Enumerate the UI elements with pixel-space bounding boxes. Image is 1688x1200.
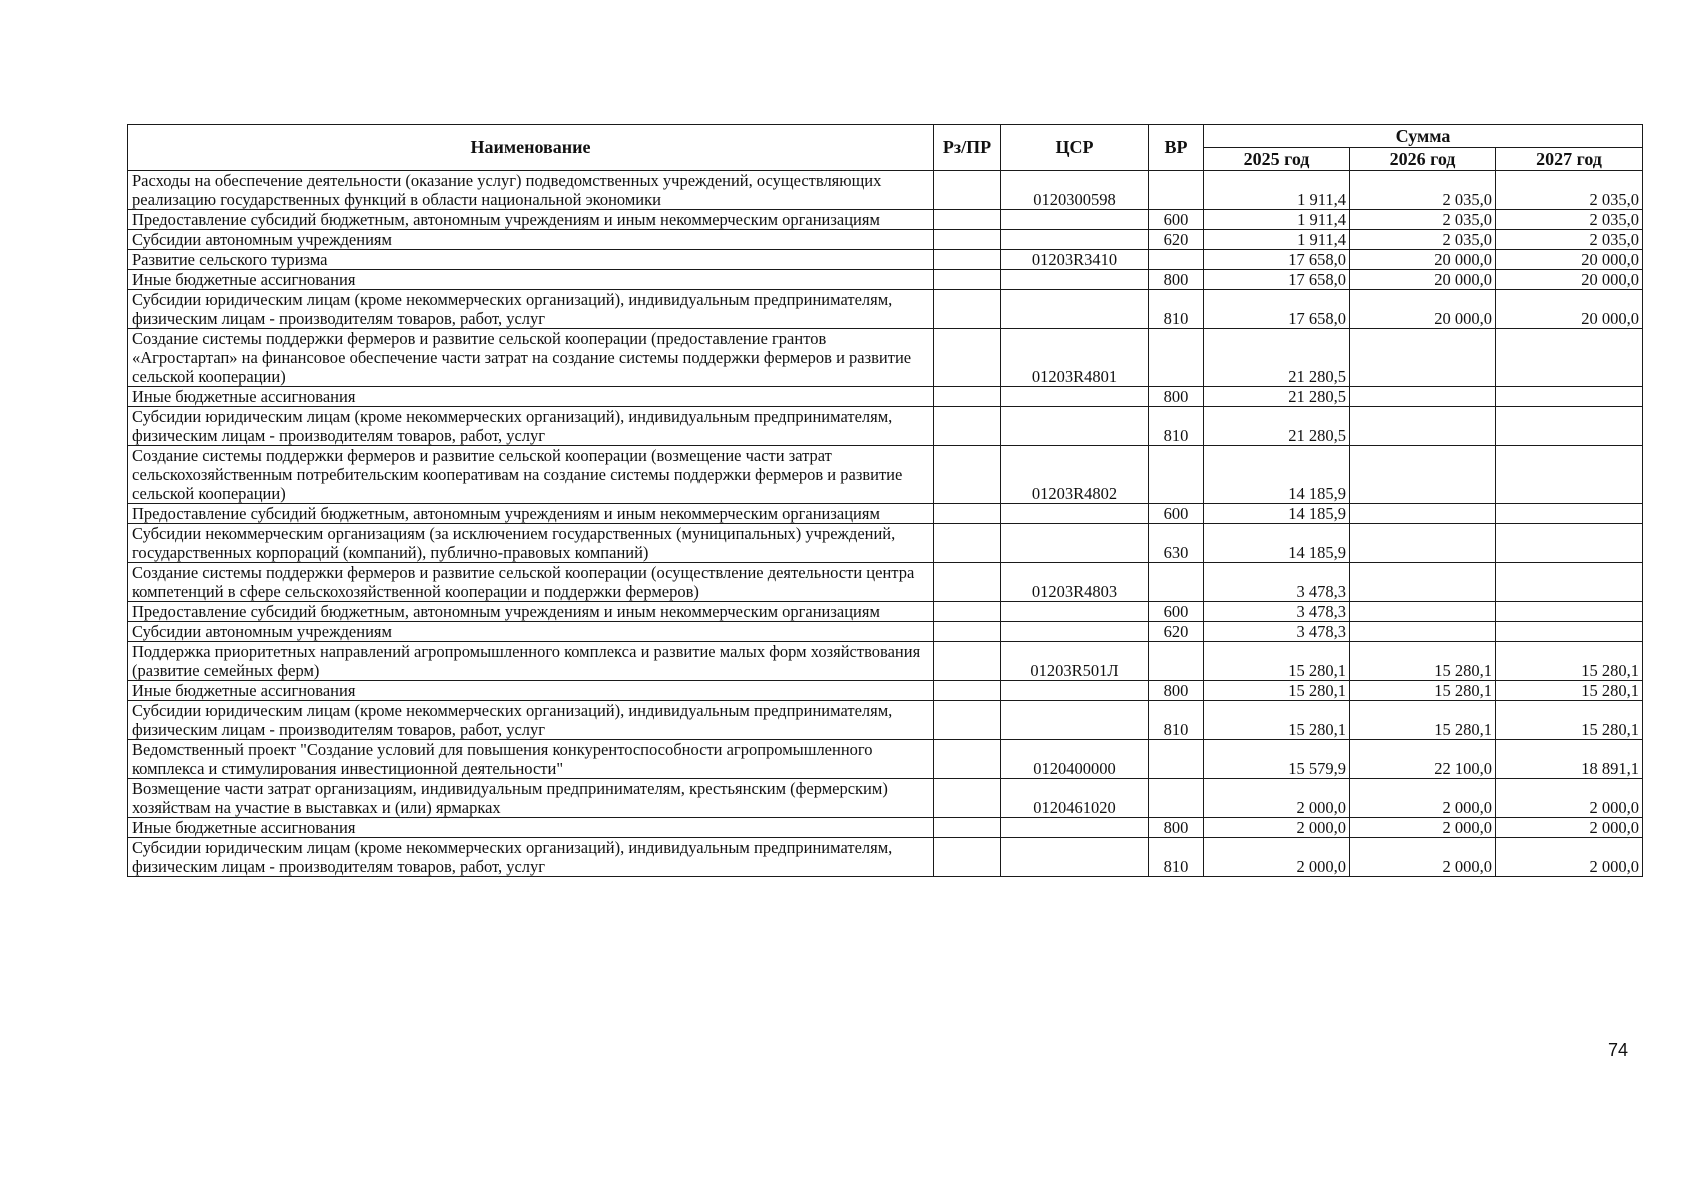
cell-sum-2026: 2 035,0 — [1350, 230, 1496, 250]
cell-vr: 620 — [1149, 230, 1204, 250]
cell-csr — [1001, 387, 1149, 407]
cell-csr — [1001, 622, 1149, 642]
page-number: 74 — [1607, 1040, 1628, 1060]
cell-name: Расходы на обеспечение деятельности (оказание услуг) подведомственных учреждений, осуществляющих реализацию государственных функций в области национальной экономики — [128, 171, 934, 210]
cell-sum-2026 — [1350, 504, 1496, 524]
cell-rzpr — [934, 407, 1001, 446]
cell-vr — [1149, 171, 1204, 210]
cell-rzpr — [934, 329, 1001, 387]
table-row — [128, 504, 1643, 524]
cell-csr: 01203R4802 — [1001, 446, 1149, 504]
table-body — [128, 171, 1643, 877]
header-name: Наименование — [128, 125, 934, 171]
table-row — [128, 230, 1643, 250]
cell-sum-2026 — [1350, 602, 1496, 622]
cell-name: Иные бюджетные ассигнования — [128, 270, 934, 290]
cell-rzpr — [934, 524, 1001, 563]
table-row — [128, 642, 1643, 681]
cell-rzpr — [934, 290, 1001, 329]
cell-sum-2025: 21 280,5 — [1204, 387, 1350, 407]
cell-vr: 800 — [1149, 681, 1204, 701]
cell-sum-2027 — [1496, 622, 1643, 642]
cell-vr — [1149, 779, 1204, 818]
cell-sum-2025: 3 478,3 — [1204, 563, 1350, 602]
cell-name: Предоставление субсидий бюджетным, автономным учреждениям и иным некоммерческим организациям — [128, 504, 934, 524]
cell-csr — [1001, 210, 1149, 230]
cell-vr — [1149, 446, 1204, 504]
table-row — [128, 602, 1643, 622]
cell-sum-2025: 3 478,3 — [1204, 622, 1350, 642]
table-row — [128, 290, 1643, 329]
cell-sum-2026: 2 035,0 — [1350, 171, 1496, 210]
cell-csr — [1001, 681, 1149, 701]
cell-sum-2026 — [1350, 407, 1496, 446]
table-row — [128, 270, 1643, 290]
header-year-2025: 2025 год — [1204, 148, 1350, 171]
cell-rzpr — [934, 250, 1001, 270]
header-rzpr: Рз/ПР — [934, 125, 1001, 171]
cell-sum-2027: 2 000,0 — [1496, 838, 1643, 877]
cell-vr — [1149, 250, 1204, 270]
cell-name: Иные бюджетные ассигнования — [128, 681, 934, 701]
cell-csr: 01203R501Л — [1001, 642, 1149, 681]
cell-csr: 01203R3410 — [1001, 250, 1149, 270]
cell-csr — [1001, 838, 1149, 877]
cell-name: Субсидии некоммерческим организациям (за исключением государственных (муниципальных) учреждений, государственных корпораций (компаний), публично-правовых компаний) — [128, 524, 934, 563]
cell-csr: 0120300598 — [1001, 171, 1149, 210]
cell-sum-2027: 15 280,1 — [1496, 681, 1643, 701]
header-year-2026: 2026 год — [1350, 148, 1496, 171]
cell-sum-2025: 15 280,1 — [1204, 642, 1350, 681]
cell-name: Создание системы поддержки фермеров и развитие сельской кооперации (предоставление грантов «Агростартап» на финансовое обеспечение части затрат на создание системы поддержки фермеров и развитие сельской кооперации) — [128, 329, 934, 387]
cell-rzpr — [934, 740, 1001, 779]
cell-sum-2025: 17 658,0 — [1204, 250, 1350, 270]
cell-name: Создание системы поддержки фермеров и развитие сельской кооперации (осуществление деятельности центра компетенций в сфере сельскохозяйственной кооперации и поддержки фермеров) — [128, 563, 934, 602]
cell-sum-2026: 15 280,1 — [1350, 642, 1496, 681]
cell-vr — [1149, 329, 1204, 387]
cell-vr: 810 — [1149, 290, 1204, 329]
cell-rzpr — [934, 230, 1001, 250]
cell-sum-2026: 15 280,1 — [1350, 681, 1496, 701]
cell-sum-2027: 18 891,1 — [1496, 740, 1643, 779]
cell-vr: 810 — [1149, 701, 1204, 740]
cell-sum-2026 — [1350, 622, 1496, 642]
cell-sum-2025: 21 280,5 — [1204, 407, 1350, 446]
cell-sum-2027: 15 280,1 — [1496, 701, 1643, 740]
cell-name: Предоставление субсидий бюджетным, автономным учреждениям и иным некоммерческим организациям — [128, 602, 934, 622]
table-row — [128, 329, 1643, 387]
cell-rzpr — [934, 602, 1001, 622]
cell-name: Субсидии автономным учреждениям — [128, 230, 934, 250]
cell-sum-2027: 2 000,0 — [1496, 779, 1643, 818]
cell-rzpr — [934, 171, 1001, 210]
cell-sum-2027 — [1496, 329, 1643, 387]
cell-sum-2025: 14 185,9 — [1204, 446, 1350, 504]
cell-sum-2025: 2 000,0 — [1204, 818, 1350, 838]
cell-sum-2026 — [1350, 446, 1496, 504]
cell-name: Возмещение части затрат организациям, индивидуальным предпринимателям, крестьянским (фермерским) хозяйствам на участие в выставках и (или) ярмарках — [128, 779, 934, 818]
cell-name: Субсидии юридическим лицам (кроме некоммерческих организаций), индивидуальным предпринимателям, физическим лицам - производителям товаров, работ, услуг — [128, 838, 934, 877]
table-row — [128, 622, 1643, 642]
table-row — [128, 740, 1643, 779]
table-header — [128, 125, 1643, 171]
cell-sum-2027: 20 000,0 — [1496, 270, 1643, 290]
cell-csr — [1001, 270, 1149, 290]
cell-csr — [1001, 701, 1149, 740]
cell-vr — [1149, 563, 1204, 602]
table-row — [128, 838, 1643, 877]
cell-csr: 01203R4803 — [1001, 563, 1149, 602]
cell-sum-2026: 2 000,0 — [1350, 838, 1496, 877]
cell-vr: 630 — [1149, 524, 1204, 563]
cell-vr: 800 — [1149, 270, 1204, 290]
table-row — [128, 171, 1643, 210]
cell-sum-2025: 1 911,4 — [1204, 230, 1350, 250]
cell-sum-2025: 1 911,4 — [1204, 210, 1350, 230]
document-page — [127, 124, 1642, 877]
cell-sum-2027 — [1496, 387, 1643, 407]
cell-sum-2026 — [1350, 524, 1496, 563]
cell-sum-2026: 2 000,0 — [1350, 818, 1496, 838]
cell-rzpr — [934, 387, 1001, 407]
cell-vr: 600 — [1149, 210, 1204, 230]
cell-name: Субсидии юридическим лицам (кроме некоммерческих организаций), индивидуальным предпринимателям, физическим лицам - производителям товаров, работ, услуг — [128, 290, 934, 329]
cell-sum-2027: 2 035,0 — [1496, 230, 1643, 250]
cell-csr: 0120461020 — [1001, 779, 1149, 818]
cell-vr: 800 — [1149, 818, 1204, 838]
cell-csr — [1001, 230, 1149, 250]
cell-vr — [1149, 740, 1204, 779]
cell-sum-2025: 17 658,0 — [1204, 290, 1350, 329]
cell-csr: 01203R4801 — [1001, 329, 1149, 387]
cell-rzpr — [934, 681, 1001, 701]
cell-name: Субсидии юридическим лицам (кроме некоммерческих организаций), индивидуальным предпринимателям, физическим лицам - производителям товаров, работ, услуг — [128, 701, 934, 740]
cell-sum-2027: 15 280,1 — [1496, 642, 1643, 681]
cell-rzpr — [934, 838, 1001, 877]
cell-vr: 800 — [1149, 387, 1204, 407]
cell-csr — [1001, 290, 1149, 329]
cell-sum-2026: 15 280,1 — [1350, 701, 1496, 740]
cell-name: Ведомственный проект "Создание условий для повышения конкурентоспособности агропромышленного комплекса и стимулирования инвестиционной деятельности" — [128, 740, 934, 779]
cell-vr: 600 — [1149, 504, 1204, 524]
cell-sum-2027: 20 000,0 — [1496, 250, 1643, 270]
cell-sum-2027 — [1496, 602, 1643, 622]
table-row — [128, 446, 1643, 504]
cell-vr: 600 — [1149, 602, 1204, 622]
budget-table — [127, 124, 1643, 877]
cell-name: Иные бюджетные ассигнования — [128, 818, 934, 838]
cell-sum-2026: 2 035,0 — [1350, 210, 1496, 230]
table-row — [128, 681, 1643, 701]
table-row — [128, 701, 1643, 740]
cell-sum-2026 — [1350, 387, 1496, 407]
table-row — [128, 250, 1643, 270]
cell-vr: 810 — [1149, 838, 1204, 877]
cell-sum-2027 — [1496, 563, 1643, 602]
cell-csr — [1001, 504, 1149, 524]
cell-rzpr — [934, 563, 1001, 602]
cell-csr — [1001, 602, 1149, 622]
cell-rzpr — [934, 446, 1001, 504]
cell-sum-2027: 2 000,0 — [1496, 818, 1643, 838]
cell-sum-2025: 15 280,1 — [1204, 701, 1350, 740]
cell-rzpr — [934, 504, 1001, 524]
table-row — [128, 818, 1643, 838]
cell-csr: 0120400000 — [1001, 740, 1149, 779]
cell-sum-2025: 17 658,0 — [1204, 270, 1350, 290]
cell-sum-2025: 21 280,5 — [1204, 329, 1350, 387]
cell-rzpr — [934, 270, 1001, 290]
cell-csr — [1001, 818, 1149, 838]
cell-sum-2026: 22 100,0 — [1350, 740, 1496, 779]
cell-vr: 810 — [1149, 407, 1204, 446]
cell-rzpr — [934, 818, 1001, 838]
cell-name: Субсидии юридическим лицам (кроме некоммерческих организаций), индивидуальным предпринимателям, физическим лицам - производителям товаров, работ, услуг — [128, 407, 934, 446]
cell-name: Поддержка приоритетных направлений агропромышленного комплекса и развитие малых форм хозяйствования (развитие семейных ферм) — [128, 642, 934, 681]
cell-sum-2025: 3 478,3 — [1204, 602, 1350, 622]
table-row — [128, 524, 1643, 563]
cell-name: Предоставление субсидий бюджетным, автономным учреждениям и иным некоммерческим организациям — [128, 210, 934, 230]
cell-csr — [1001, 524, 1149, 563]
header-year-2027: 2027 год — [1496, 148, 1643, 171]
cell-sum-2025: 14 185,9 — [1204, 504, 1350, 524]
cell-sum-2026 — [1350, 563, 1496, 602]
cell-sum-2025: 2 000,0 — [1204, 779, 1350, 818]
cell-rzpr — [934, 622, 1001, 642]
cell-sum-2027 — [1496, 407, 1643, 446]
cell-sum-2027: 20 000,0 — [1496, 290, 1643, 329]
cell-sum-2027: 2 035,0 — [1496, 210, 1643, 230]
table-row — [128, 779, 1643, 818]
cell-sum-2026: 2 000,0 — [1350, 779, 1496, 818]
cell-rzpr — [934, 642, 1001, 681]
table-row — [128, 407, 1643, 446]
table-row — [128, 210, 1643, 230]
cell-rzpr — [934, 210, 1001, 230]
cell-sum-2027 — [1496, 446, 1643, 504]
cell-sum-2027 — [1496, 524, 1643, 563]
cell-csr — [1001, 407, 1149, 446]
cell-name: Субсидии автономным учреждениям — [128, 622, 934, 642]
header-vr: ВР — [1149, 125, 1204, 171]
header-csr: ЦСР — [1001, 125, 1149, 171]
cell-name: Развитие сельского туризма — [128, 250, 934, 270]
cell-sum-2026: 20 000,0 — [1350, 250, 1496, 270]
cell-sum-2025: 15 280,1 — [1204, 681, 1350, 701]
cell-vr: 620 — [1149, 622, 1204, 642]
cell-name: Иные бюджетные ассигнования — [128, 387, 934, 407]
cell-sum-2025: 1 911,4 — [1204, 171, 1350, 210]
cell-sum-2027 — [1496, 504, 1643, 524]
cell-sum-2026: 20 000,0 — [1350, 290, 1496, 329]
cell-vr — [1149, 642, 1204, 681]
cell-sum-2025: 15 579,9 — [1204, 740, 1350, 779]
table-row — [128, 387, 1643, 407]
cell-sum-2027: 2 035,0 — [1496, 171, 1643, 210]
table-row — [128, 563, 1643, 602]
cell-sum-2025: 14 185,9 — [1204, 524, 1350, 563]
cell-rzpr — [934, 701, 1001, 740]
cell-rzpr — [934, 779, 1001, 818]
header-sum: Сумма — [1204, 125, 1643, 148]
cell-name: Создание системы поддержки фермеров и развитие сельской кооперации (возмещение части затрат сельскохозяйственным потребительским кооперативам на создание системы поддержки фермеров и развитие сельской кооперации) — [128, 446, 934, 504]
cell-sum-2026 — [1350, 329, 1496, 387]
cell-sum-2025: 2 000,0 — [1204, 838, 1350, 877]
cell-sum-2026: 20 000,0 — [1350, 270, 1496, 290]
